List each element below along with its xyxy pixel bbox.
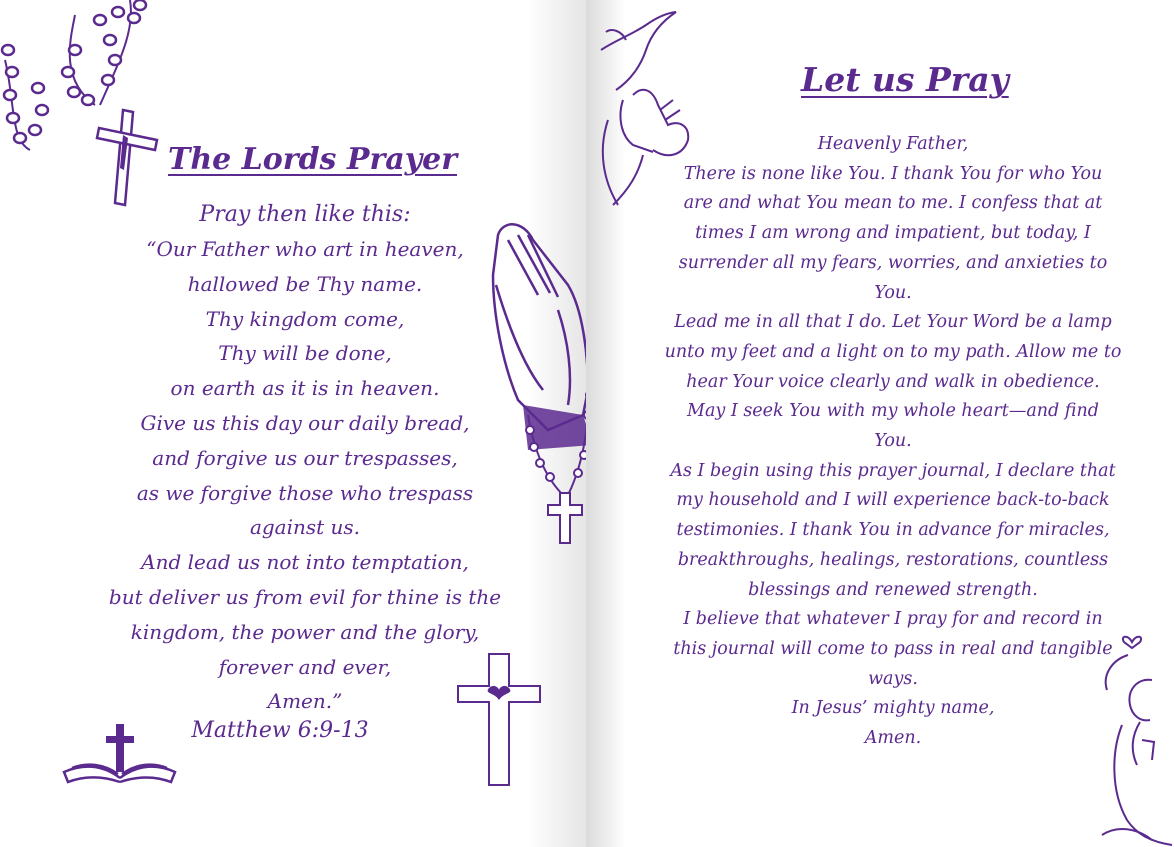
prayer-line: ways.: [868, 668, 918, 689]
prayer-line: on earth as it is in heaven.: [170, 376, 440, 401]
prayer-line: Amen.: [864, 728, 922, 749]
crucifix-icon: [95, 100, 165, 210]
prayer-line: and forgive us our trespasses,: [152, 445, 458, 470]
prayer-line: Heavenly Father,: [817, 134, 969, 154]
page-title: Let us Pray: [801, 60, 1009, 99]
prayer-intro: Pray then like this:: [199, 202, 411, 227]
page-title: The Lords Prayer: [168, 142, 458, 177]
prayer-line: And lead us not into temptation,: [141, 550, 469, 575]
prayer-line: blessings and renewed strength.: [748, 579, 1038, 600]
prayer-line: breakthroughs, healings, restorations, countless: [677, 549, 1109, 570]
scripture-citation: Matthew 6:9-13: [191, 718, 369, 743]
prayer-line: against us.: [249, 515, 361, 540]
prayer-line: times I am wrong and impatient, but today, I: [695, 223, 1091, 244]
prayer-line: but deliver us from evil for thine is the: [108, 584, 502, 609]
prayer-line: In Jesus’ mighty name,: [791, 698, 995, 719]
cross-heart-icon: [456, 652, 542, 787]
bible-cross-icon: [62, 722, 177, 784]
prayer-line: You.: [874, 282, 912, 303]
prayer-line: Amen.”: [267, 689, 343, 714]
let-us-pray-text: [648, 130, 1138, 754]
prayer-line: Thy kingdom come,: [205, 306, 405, 331]
praying-hands-icon: [488, 215, 586, 550]
prayer-line: As I begin using this prayer journal, I declare that: [670, 460, 1116, 481]
prayer-line: hear Your voice clearly and walk in obedience.: [686, 371, 1100, 392]
prayer-line: hallowed be Thy name.: [187, 271, 423, 296]
left-page: [0, 0, 586, 847]
prayer-line: are and what You mean to me. I confess that at: [683, 193, 1103, 214]
prayer-line: There is none like You. I thank You for who You: [683, 163, 1103, 184]
prayer-line: as we forgive those who trespass: [136, 480, 474, 505]
lords-prayer-text: [95, 200, 515, 719]
prayer-line: testimonies. I thank You in advance for miracles,: [676, 520, 1110, 541]
prayer-line: unto my feet and a light on to my path. Allow me to: [664, 341, 1122, 362]
prayer-line: Lead me in all that I do. Let Your Word be a lamp: [674, 312, 1112, 333]
prayer-line: my household and I will experience back-to-back: [676, 490, 1110, 511]
prayer-line: I believe that whatever I pray for and record in: [683, 609, 1103, 630]
prayer-line: kingdom, the power and the glory,: [130, 619, 480, 644]
right-page: [586, 0, 1174, 847]
prayer-line: this journal will come to pass in real and tangible: [673, 638, 1113, 659]
prayer-line: Give us this day our daily bread,: [140, 410, 470, 435]
prayer-line: surrender all my fears, worries, and anxieties to: [678, 252, 1108, 273]
prayer-line: forever and ever,: [218, 654, 392, 679]
prayer-line: “Our Father who art in heaven,: [146, 237, 464, 261]
kneeling-figure-icon: [1092, 630, 1174, 847]
prayer-line: May I seek You with my whole heart—and find: [687, 401, 1099, 422]
prayer-line: Thy will be done,: [218, 341, 392, 366]
prayer-line: You.: [874, 431, 912, 452]
